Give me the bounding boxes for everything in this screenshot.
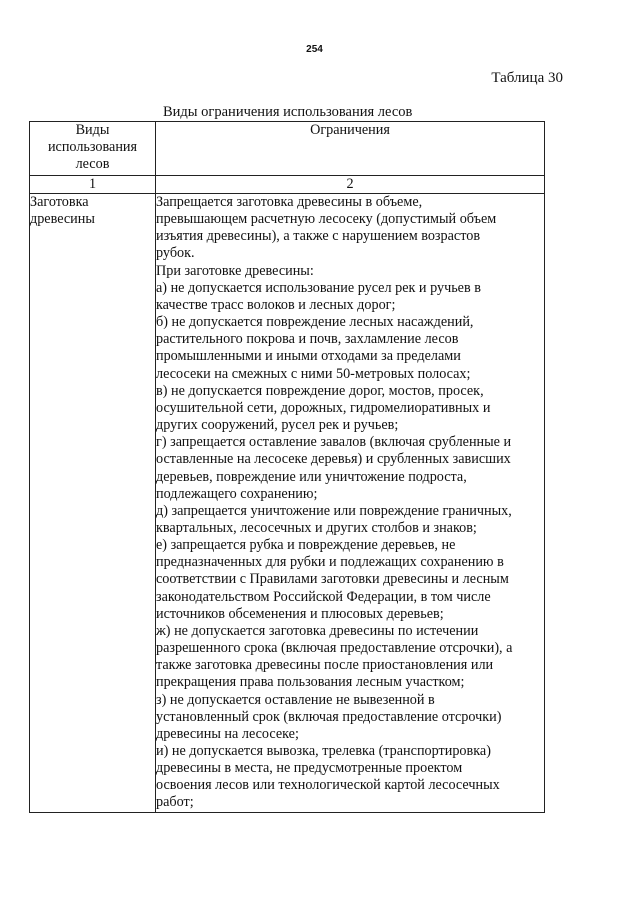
text-line: качестве трасс волоков и лесных дорог;: [156, 296, 396, 313]
text-line: лесосеки на смежных с ними 50-метровых полосах;: [156, 365, 471, 382]
table-title: Виды ограничения использования лесов: [163, 104, 413, 120]
page-number: 254: [306, 44, 323, 55]
text-line: прекращения права пользования лесным участком;: [156, 674, 465, 691]
column-number-2: 2: [156, 176, 545, 194]
column-number-1: 1: [30, 176, 156, 194]
text-line: промышленными и иными отходами за пределами: [156, 348, 461, 365]
table-header-row: [30, 122, 545, 176]
column-header-restrictions: Ограничения: [156, 122, 545, 176]
text-line: Запрещается заготовка древесины в объеме,: [156, 194, 423, 210]
text-line: б) не допускается повреждение лесных насаждений,: [156, 314, 474, 331]
text-line: древесины на лесосеке;: [156, 725, 299, 742]
text-line: оставленные на лесосеке деревья) и срубленных зависших: [156, 451, 511, 468]
text-line: установленный срок (включая предоставление отсрочки): [156, 708, 502, 725]
text-line: квартальных, лесосечных и других столбов и знаков;: [156, 519, 477, 536]
table-row: [30, 194, 545, 813]
text-line: разрешенного срока (включая предоставление отсрочки), а: [156, 640, 513, 657]
table-label: Таблица 30: [491, 70, 563, 86]
text-line: ж) не допускается заготовка древесины по истечении: [156, 622, 479, 639]
text-line: источников обсеменения и плюсовых деревьев;: [156, 605, 444, 622]
text-line: г) запрещается оставление завалов (включая срубленные и: [156, 434, 512, 451]
text-line: предназначенных для рубки и подлежащих сохранению в: [156, 554, 504, 571]
column-header-usage-types: [30, 122, 156, 176]
text-line: е) запрещается рубка и повреждение деревьев, не: [156, 537, 456, 554]
text-line: деревьев, повреждение или уничтожение подроста,: [156, 468, 467, 485]
text-line: При заготовке древесины:: [156, 262, 314, 279]
text-line: з) не допускается оставление не вывезенной в: [156, 691, 435, 708]
column-header-line: лесов: [75, 156, 110, 172]
column-number-row: [30, 176, 545, 194]
text-line: рубок.: [156, 245, 195, 262]
text-line: в) не допускается повреждение дорог, мостов, просек,: [156, 382, 484, 399]
text-line: а) не допускается использование русел рек и ручьев в: [156, 279, 481, 296]
text-line: других сооружений, русел рек и ручьев;: [156, 417, 399, 434]
text-line: и) не допускается вывозка, трелевка (транспортировка): [156, 743, 491, 759]
text-line: также заготовка древесины после приостановления или: [156, 657, 494, 674]
text-line: Заготовка: [30, 194, 89, 210]
restrictions-table: [29, 121, 545, 813]
text-line: осушительной сети, дорожных, гидромелиоративных и: [156, 399, 491, 416]
text-line: освоения лесов или технологической картой лесосечных: [156, 777, 500, 794]
text-line: изъятия древесины), а также с нарушением возрастов: [156, 228, 481, 245]
usage-kind-cell: [30, 194, 156, 813]
text-line: соответствии с Правилами заготовки древесины и лесным: [156, 571, 509, 588]
text-line: подлежащего сохранению;: [156, 485, 318, 502]
text-line: древесины в места, не предусмотренные проектом: [156, 760, 463, 777]
column-header-line: Виды: [75, 122, 110, 138]
text-line: д) запрещается уничтожение или повреждение граничных,: [156, 502, 512, 519]
text-line: растительного покрова и почв, захламление лесов: [156, 331, 459, 348]
restrictions-cell: [156, 194, 545, 813]
text-line: превышающем расчетную лесосеку (допустимый объем: [156, 211, 497, 228]
text-line: работ;: [156, 794, 194, 811]
column-header-line: использования: [47, 139, 138, 155]
text-line: законодательством Российской Федерации, в том числе: [156, 588, 491, 605]
text-line: древесины: [30, 211, 95, 228]
